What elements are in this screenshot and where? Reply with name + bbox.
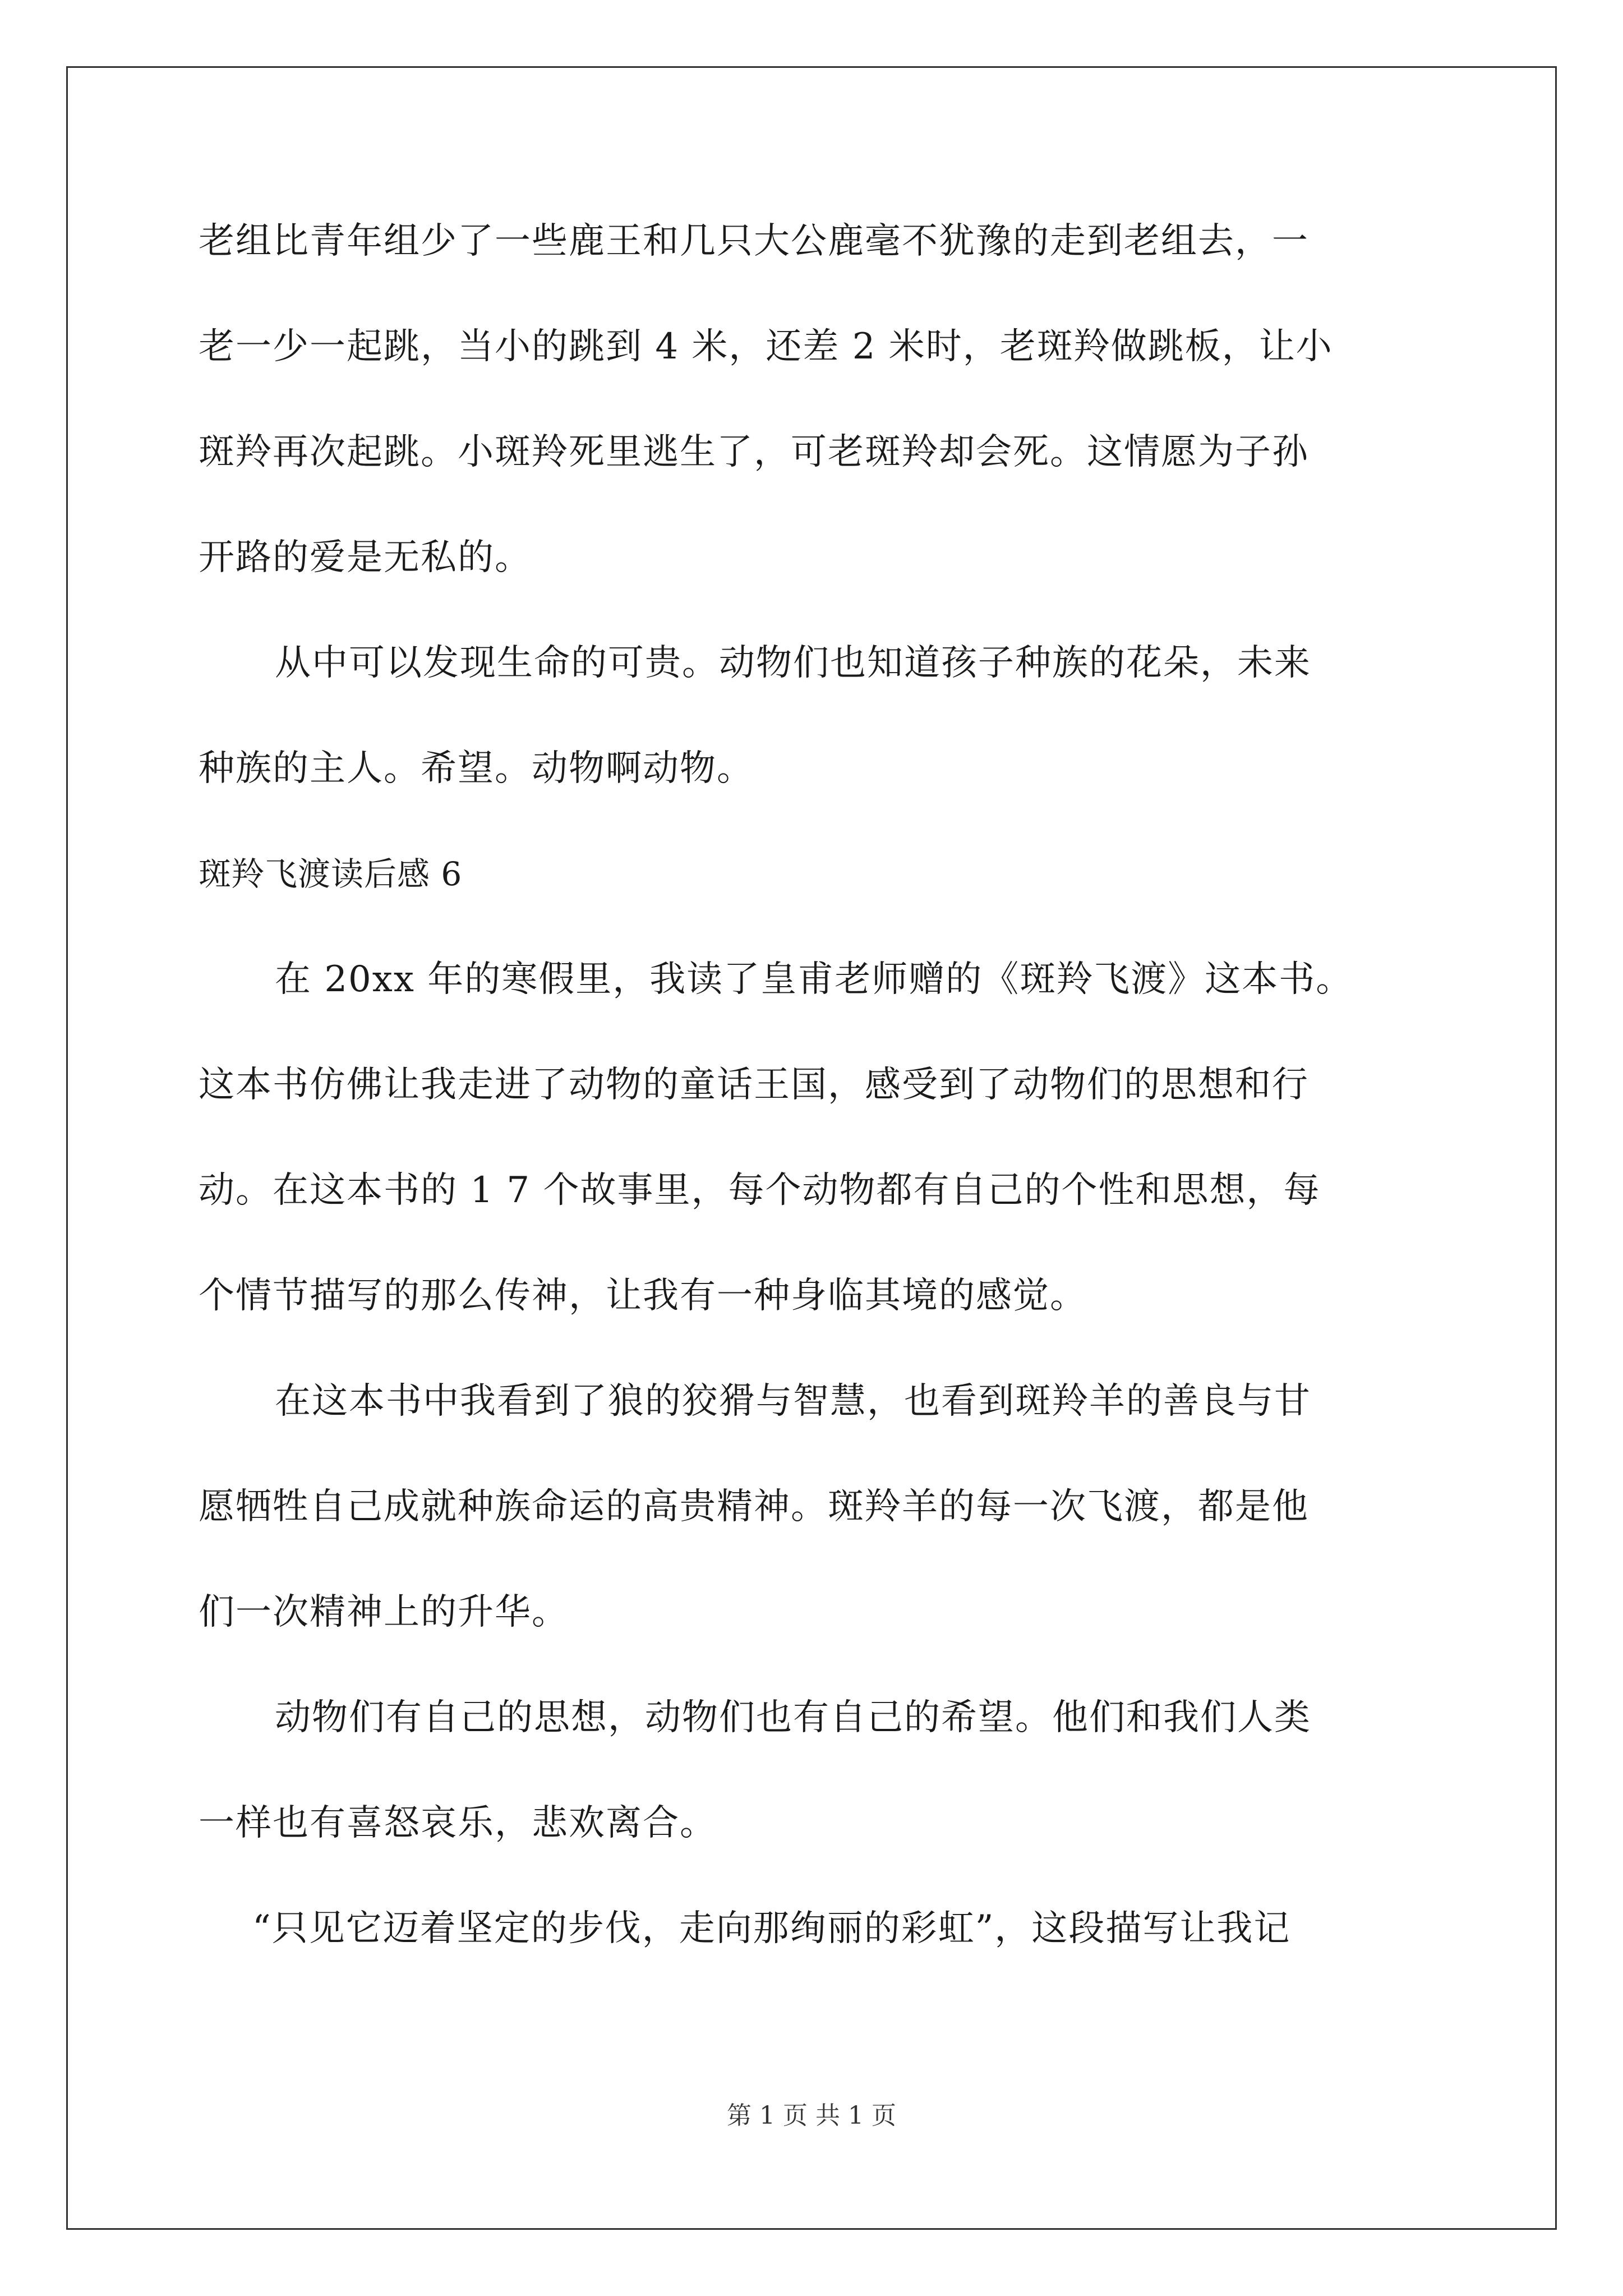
paragraph-start: “只见它迈着坚定的步伐，走向那绚丽的彩虹”，这段描写让我记 (252, 1908, 1291, 1949)
paragraph-start: 从中可以发现生命的可贵。动物们也知道孩子种族的花朵，未来 (275, 642, 1311, 684)
text-line: 这本书仿佛让我走进了动物的童话王国，感受到了动物们的思想和行 (199, 1064, 1309, 1106)
text-line: 斑羚再次起跳。小斑羚死里逃生了，可老斑羚却会死。这情愿为子孙 (199, 431, 1309, 473)
text-line: 老组比青年组少了一些鹿王和几只大公鹿毫不犹豫的走到老组去，一 (199, 220, 1309, 262)
text-line: 愿牺牲自己成就种族命运的高贵精神。斑羚羊的每一次飞渡，都是他 (199, 1486, 1309, 1527)
text-line: 个情节描写的那么传神，让我有一种身临其境的感觉。 (199, 1275, 1087, 1317)
text-line: 老一少一起跳，当小的跳到 4 米，还差 2 米时，老斑羚做跳板，让小 (199, 326, 1333, 367)
text-line: 们一次精神上的升华。 (199, 1591, 569, 1633)
page-number: 第 1 页 共 1 页 (727, 2101, 896, 2130)
paragraph-start: 动物们有自己的思想，动物们也有自己的希望。他们和我们人类 (275, 1697, 1311, 1738)
document-body (199, 219, 1432, 2012)
section-heading: 斑羚飞渡读后感 6 (199, 855, 463, 893)
text-line: 一样也有喜怒哀乐，悲欢离合。 (199, 1802, 717, 1844)
text-line: 动。在这本书的 1 7 个故事里，每个动物都有自己的个性和思想，每 (199, 1170, 1321, 1211)
text-line: 开路的爱是无私的。 (199, 537, 532, 578)
paragraph-start: 在这本书中我看到了狼的狡猾与智慧，也看到斑羚羊的善良与甘 (275, 1381, 1311, 1422)
text-line: 种族的主人。希望。动物啊动物。 (199, 748, 754, 789)
paragraph-start: 在 20xx 年的寒假里，我读了皇甫老师赠的《斑羚飞渡》这本书。 (275, 959, 1353, 1000)
